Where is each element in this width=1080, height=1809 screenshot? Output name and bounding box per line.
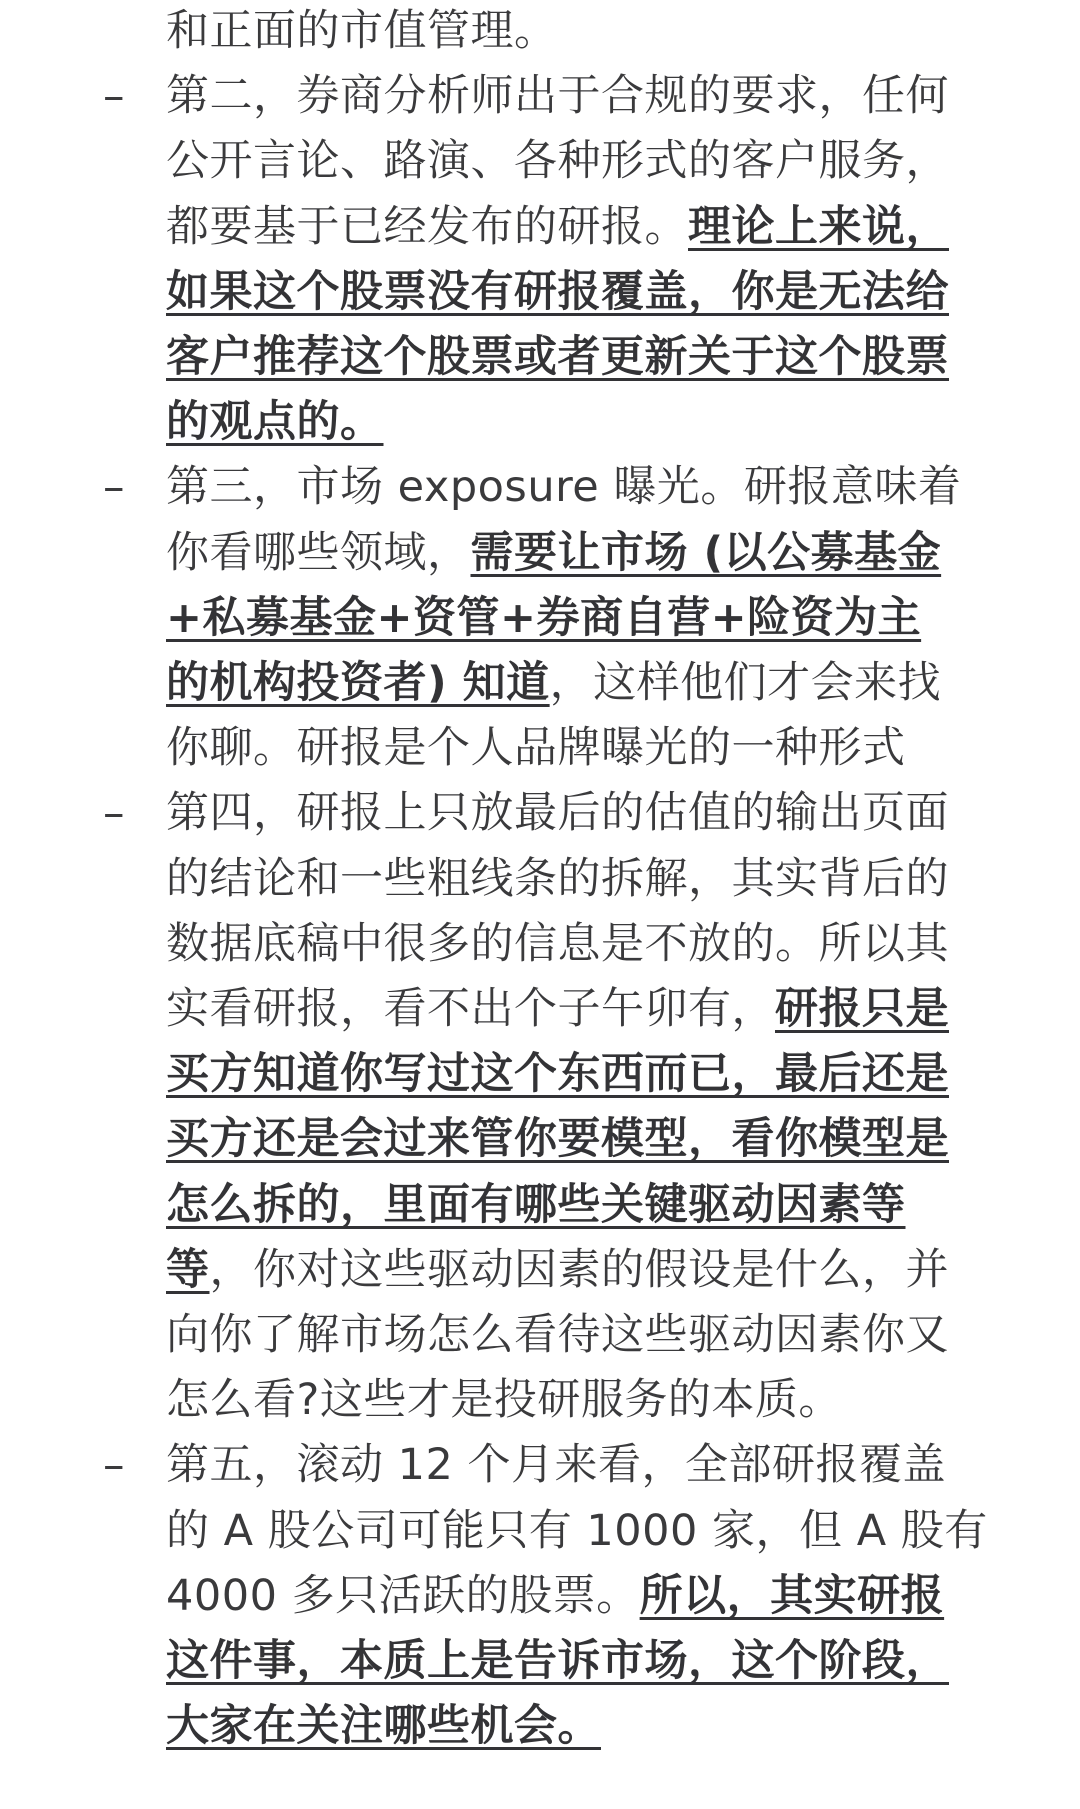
plain-text: 第四，研报上只放最后的估值的输出页面	[166, 788, 949, 839]
text-line	[0, 1693, 1080, 1759]
line-text	[166, 520, 941, 586]
text-line	[0, 1172, 1080, 1238]
bullet-dash: –	[103, 71, 125, 122]
text-line	[0, 715, 1080, 781]
emphasis-text: 买方知道你写过这个东西而已，最后还是	[166, 1049, 949, 1100]
line-text	[166, 715, 906, 781]
plain-text: 怎么看?这些才是投研服务的本质。	[166, 1375, 842, 1426]
text-line	[0, 259, 1080, 325]
line-text	[166, 194, 949, 260]
line-text	[166, 128, 949, 194]
text-line	[0, 585, 1080, 651]
line-text	[166, 1628, 949, 1694]
line-text	[166, 780, 949, 846]
plain-text: 向你了解市场怎么看待这些驱动因素你又	[166, 1310, 949, 1360]
emphasis-text: 大家在关注哪些机会。	[166, 1701, 601, 1752]
line-text	[166, 911, 949, 977]
text-line	[0, 1432, 1080, 1498]
emphasis-text: 的观点的。	[166, 397, 384, 448]
plain-text: ，你对这些驱动因素的假设是什么，并	[209, 1244, 949, 1295]
plain-text: 数据底稿中很多的信息是不放的。所以其	[166, 918, 949, 969]
text-line	[0, 520, 1080, 586]
line-text	[166, 650, 941, 716]
emphasis-text: 的机构投资者) 知道	[166, 658, 550, 708]
emphasis-text: 如果这个股票没有研报覆盖，你是无法给	[166, 266, 949, 317]
plain-text: 实看研报，看不出个子午卯有，	[166, 984, 775, 1034]
line-text	[166, 324, 949, 390]
plain-text: 的 A 股公司可能只有 1000 家，但 A 股有	[166, 1505, 988, 1556]
text-line	[0, 1563, 1080, 1629]
text-line	[0, 1367, 1080, 1433]
line-text	[166, 1498, 988, 1564]
line-text	[166, 1106, 949, 1172]
bullet-dash: –	[103, 462, 125, 513]
plain-text: 和正面的市值管理。	[166, 6, 558, 56]
text-line	[0, 1041, 1080, 1107]
text-line	[0, 846, 1080, 912]
text-line	[0, 324, 1080, 390]
text-line	[0, 650, 1080, 716]
emphasis-text: 理论上来说，	[688, 201, 949, 252]
plain-text: 你聊。研报是个人品牌曝光的一种形式	[166, 723, 906, 774]
text-line	[0, 1302, 1080, 1368]
text-line	[0, 1628, 1080, 1694]
line-text	[166, 63, 949, 129]
plain-text: 第三，市场 exposure 曝光。研报意味着	[166, 462, 962, 513]
bullet-dash: –	[103, 788, 125, 839]
line-text	[166, 1302, 949, 1368]
line-text	[166, 1237, 949, 1303]
line-text	[166, 1432, 946, 1498]
line-text	[166, 389, 384, 455]
plain-text: 的结论和一些粗线条的拆解，其实背后的	[166, 853, 949, 904]
plain-text: 4000 多只活跃的股票。	[166, 1570, 640, 1621]
text-line	[0, 0, 1080, 64]
line-text	[166, 1041, 949, 1107]
emphasis-text: 怎么拆的，里面有哪些关键驱动因素等	[166, 1179, 906, 1230]
text-line	[0, 63, 1080, 129]
text-line	[0, 780, 1080, 846]
line-text	[166, 1367, 842, 1433]
emphasis-text: 这件事，本质上是告诉市场，这个阶段，	[166, 1636, 949, 1686]
emphasis-text: 需要让市场 (以公募基金	[470, 527, 942, 578]
plain-text: 第五，滚动 12 个月来看，全部研报覆盖	[166, 1440, 947, 1491]
emphasis-text: 等	[166, 1244, 210, 1295]
text-line	[0, 454, 1080, 520]
emphasis-text: 研报只是	[775, 984, 949, 1034]
text-line	[0, 911, 1080, 977]
text-line	[0, 128, 1080, 194]
line-text	[166, 585, 921, 651]
line-text	[166, 1172, 906, 1238]
emphasis-text: 所以，其实研报	[639, 1570, 945, 1621]
plain-text: 你看哪些领域，	[166, 527, 471, 578]
bullet-dash: –	[103, 1440, 125, 1491]
text-line	[0, 389, 1080, 455]
plain-text: 公开言论、路演、各种形式的客户服务，	[166, 136, 949, 187]
line-text	[166, 846, 949, 912]
text-line	[0, 1106, 1080, 1172]
plain-text: ，这样他们才会来找	[549, 658, 942, 708]
plain-text: 第二，券商分析师出于合规的要求，任何	[166, 71, 949, 122]
emphasis-text: 买方还是会过来管你要模型，看你模型是	[166, 1114, 949, 1165]
line-text	[166, 259, 949, 325]
text-line	[0, 1498, 1080, 1564]
text-line	[0, 1237, 1080, 1303]
emphasis-text: +私募基金+资管+券商自营+险资为主	[166, 592, 922, 643]
line-text	[166, 1563, 944, 1629]
text-line	[0, 194, 1080, 260]
line-text	[166, 1693, 601, 1759]
line-text	[166, 0, 558, 64]
line-text	[166, 976, 949, 1042]
emphasis-text: 客户推荐这个股票或者更新关于这个股票	[166, 332, 949, 382]
line-text	[166, 454, 961, 520]
text-line	[0, 976, 1080, 1042]
plain-text: 都要基于已经发布的研报。	[166, 201, 688, 252]
